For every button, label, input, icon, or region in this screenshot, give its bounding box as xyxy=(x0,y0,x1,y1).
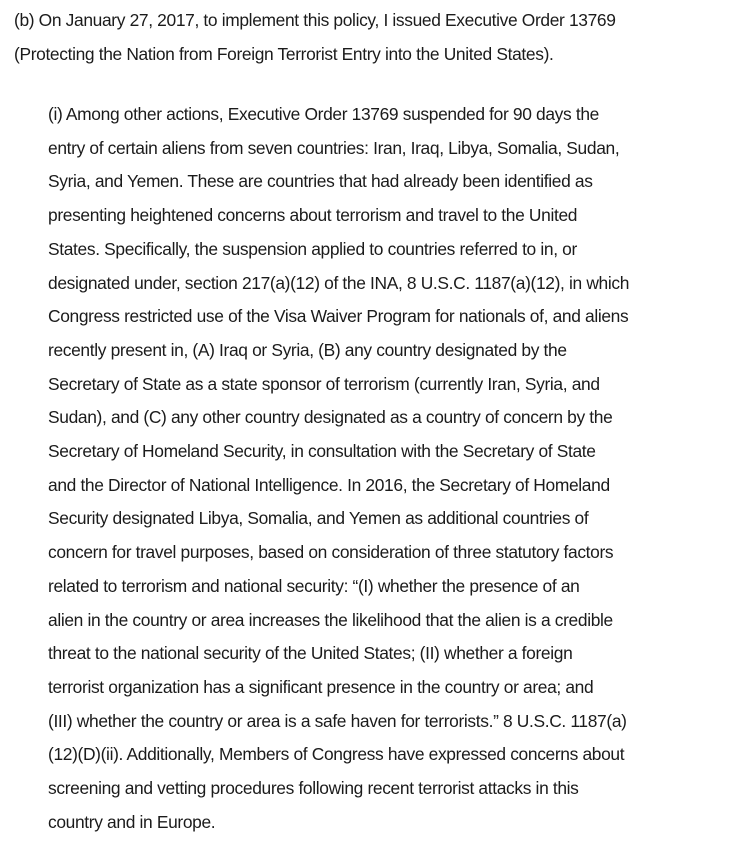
text-line: screening and vetting procedures following recent terrorist attacks in this xyxy=(48,778,579,799)
text-line: (i) Among other actions, Executive Order 13769 suspended for 90 days the xyxy=(48,104,599,124)
text-line: Sudan), and (C) any other country designated as a country of concern by the xyxy=(48,407,613,428)
text-line: and the Director of National Intelligence. In 2016, the Secretary of Homeland xyxy=(48,474,610,495)
text-line: terrorist organization has a significant presence in the country or area; and xyxy=(48,676,594,697)
text-line: designated under, section 217(a)(12) of the INA, 8 U.S.C. 1187(a)(12), in which xyxy=(48,272,630,293)
text-line: threat to the national security of the United States; (II) whether a foreign xyxy=(48,643,573,664)
text-line: Congress restricted use of the Visa Waiver Program for nationals of, and aliens xyxy=(48,306,629,327)
text-line: Secretary of State as a state sponsor of terrorism (currently Iran, Syria, and xyxy=(48,373,600,394)
text-line: country and in Europe. xyxy=(48,811,216,832)
paragraph-i xyxy=(48,98,728,839)
text-line: alien in the country or area increases the likelihood that the alien is a credible xyxy=(48,609,613,630)
text-line: (III) whether the country or area is a safe haven for terrorists.” 8 U.S.C. 1187(a) xyxy=(48,710,627,731)
text-line: (b) On January 27, 2017, to implement this policy, I issued Executive Order 13769 xyxy=(14,10,616,30)
text-line: Secretary of Homeland Security, in consultation with the Secretary of State xyxy=(48,441,596,462)
text-line: Security designated Libya, Somalia, and Yemen as additional countries of xyxy=(48,508,589,529)
text-line: (12)(D)(ii). Additionally, Members of Congress have expressed concerns about xyxy=(48,744,625,765)
text-line: entry of certain aliens from seven countries: Iran, Iraq, Libya, Somalia, Sudan, xyxy=(48,137,620,158)
paragraph-b xyxy=(14,4,726,71)
text-line: related to terrorism and national security: “(I) whether the presence of an xyxy=(48,575,580,596)
text-line: presenting heightened concerns about terrorism and travel to the United xyxy=(48,205,578,226)
text-line: recently present in, (A) Iraq or Syria, (B) any country designated by the xyxy=(48,339,567,360)
text-line: (Protecting the Nation from Foreign Terrorist Entry into the United States). xyxy=(14,43,554,64)
text-line: States. Specifically, the suspension applied to countries referred to in, or xyxy=(48,238,577,259)
text-line: concern for travel purposes, based on consideration of three statutory factors xyxy=(48,542,614,563)
text-line: Syria, and Yemen. These are countries that had already been identified as xyxy=(48,171,593,192)
